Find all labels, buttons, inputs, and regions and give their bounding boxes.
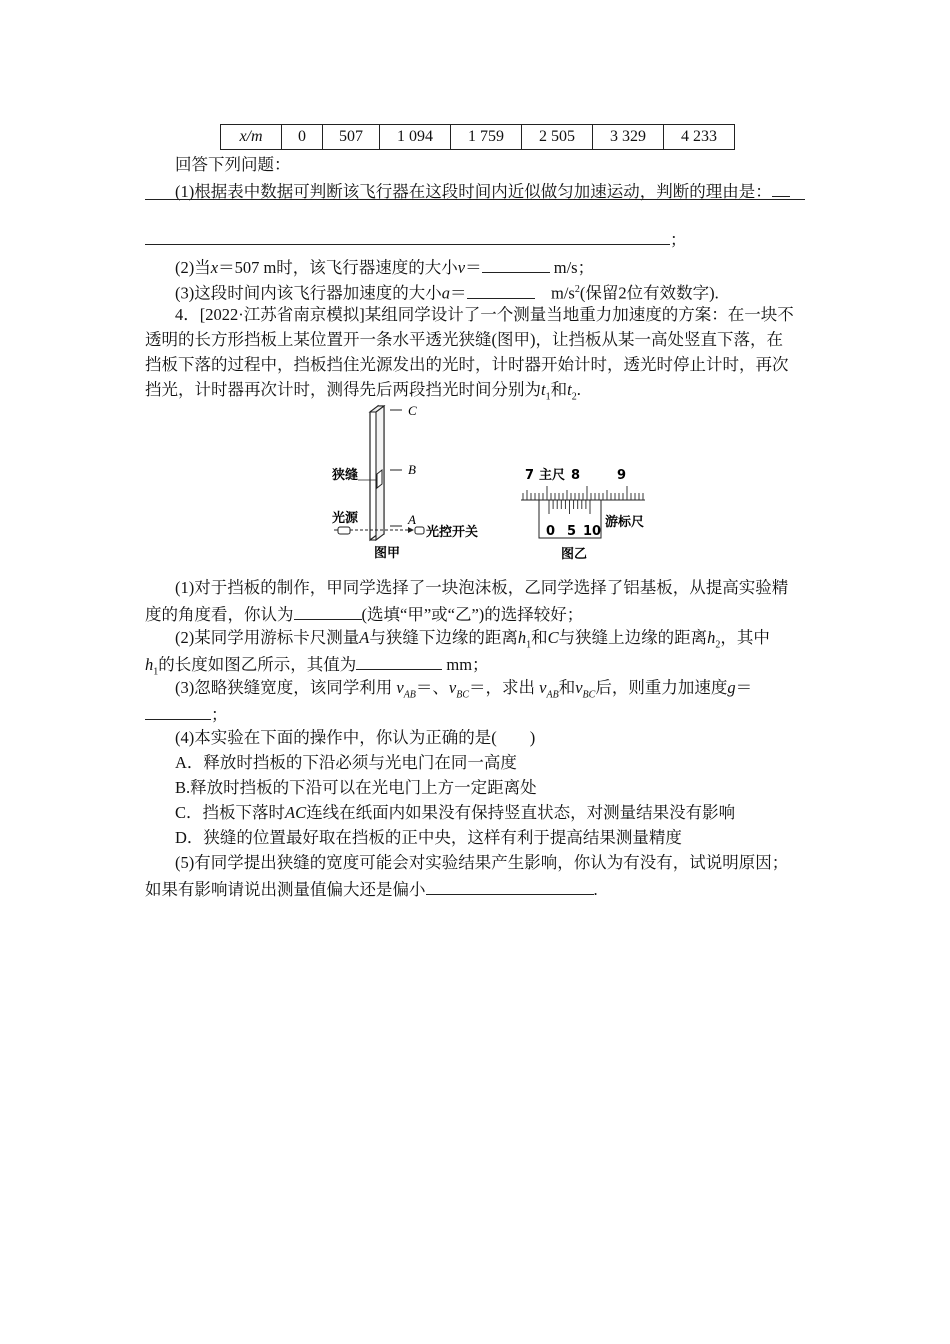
text: C．挡板下落时 [175,803,286,822]
q3-part1-text: (1)根据表中数据可判断该飞行器在这段时间内近似做匀加速运动，判断的理由是： [175,182,772,201]
label-light-source: 光源 [332,511,359,526]
var-h: h [145,655,154,674]
table-header-text: x/m [239,128,263,145]
label-c: C [408,403,417,418]
label-a: A [408,512,416,527]
text: ； [211,705,228,724]
label-8: 8 [571,468,581,483]
arrow-icon [408,527,414,533]
label-b: B [408,462,416,477]
text: 连线在纸面内如果没有保持竖直状态，对测量结果没有影响 [306,803,736,822]
caption-jia: 图甲 [374,546,401,561]
table-cell: 1 094 [380,125,451,150]
table-row [221,125,735,150]
answer-blank [772,180,790,197]
label-photo-switch: 光控开关 [426,525,479,540]
answer-blank [294,603,362,620]
superscript: 2 [574,284,580,295]
main-scale-ticks [523,486,643,500]
text: 与狭缝上边缘的距离 [558,628,708,647]
q3-part2 [175,256,594,278]
var-h: h [707,628,716,647]
subscript: 2 [571,391,577,403]
text: ＝ [735,678,753,697]
table-cell: 1 759 [451,125,522,150]
var-g: g [727,678,736,697]
table-cell: 3 329 [593,125,664,150]
s4-option-d: D．狭缝的位置最好取在挡板的正中央，这样有利于提高结果测量精度 [175,828,682,847]
text: ＝ [465,258,482,277]
subscript: 1 [545,391,551,403]
answer-blank [145,703,211,720]
q4-line1: 4．[2022·江苏省南京模拟]某组同学设计了一个测量当地重力加速度的方案：在一块不 [175,305,794,324]
var-t: t [567,380,572,399]
text: 和 [558,678,576,697]
s3-line1 [175,678,752,705]
table-cell: 0 [282,125,323,150]
q3-part1-end: ； [670,230,687,249]
text: ＝、 [415,678,449,697]
label-main-scale: 主尺 [539,468,566,483]
subscript: 1 [526,639,532,651]
caption-yi: 图乙 [561,547,588,562]
answer-blank [482,256,550,273]
table-header-cell [221,125,282,150]
var-c: C [547,628,559,647]
text: 和 [550,380,568,399]
text: mm； [442,655,489,674]
text: ，其中 [720,628,770,647]
label-v10: 10 [583,524,602,539]
answer-blank [145,228,670,245]
answer-line [145,199,805,200]
label-7: 7 [525,468,535,483]
s1-line2 [145,603,583,625]
s4-option-b: B.释放时挡板的下沿可以在光电门上方一定距离处 [175,778,537,797]
answer-blank [356,653,442,670]
text: 度的角度看，你认为 [145,605,294,624]
s4-option-a: A．释放时挡板的下沿必须与光电门在同一高度 [175,753,517,772]
s5-line1: (5)有同学提出狭缝的宽度可能会对实验结果产生影响，你认为有没有，试说明原因； [175,853,789,872]
var-h: h [517,628,527,647]
text: ＝，求出 [469,678,536,697]
s1-line1: (1)对于挡板的制作，甲同学选择了一块泡沫板，乙同学选择了铝基板，从提高实验精 [175,578,789,597]
s4-option-c [175,803,735,823]
label-vernier: 游标尺 [605,515,645,530]
var-v: v [457,258,466,277]
text: 如果有影响请说出测量值偏大还是偏小 [145,880,426,899]
s2-line1 [175,628,770,655]
label-v0: 0 [546,524,556,539]
text: 的长度如图乙所示，其值为 [158,655,357,674]
subscript-ab: AB [403,689,416,701]
text: . [576,380,581,399]
subscript-bc: BC [456,689,470,701]
text: 与狭缝下边缘的距离 [369,628,518,647]
text: ＝ [450,283,467,303]
text: m/s； [549,258,595,277]
s4-question: (4)本实验在下面的操作中，你认为正确的是( ) [175,728,536,747]
text: (3)忽略狭缝宽度，该同学利用 [175,678,393,697]
s5-line2 [145,878,598,900]
text: (保留2位有效数字). [579,283,719,303]
table-cell: 507 [323,125,380,150]
photo-switch-icon [415,527,424,534]
table-cell: 2 505 [522,125,593,150]
text: m/s [551,283,575,303]
text: 和 [531,628,548,647]
text: (3)这段时间内该飞行器加速度的大小 [175,283,442,303]
var-a: a [441,283,450,303]
markers-icon [390,410,402,526]
q4-line3: 挡板下落的过程中，挡板挡住光源发出的光时，计时器开始计时，透光时停止计时，再次 [145,355,789,374]
text: (2)当 [175,258,211,277]
q4-line2: 透明的长方形挡板上某位置开一条水平透光狭缝(图甲)，让挡板从某一高处竖直下落，在 [145,330,783,349]
var-t: t [541,380,546,399]
var-ac: AC [285,803,307,822]
subscript-bc: BC [582,689,596,701]
q3-part1-cont [145,228,687,250]
light-source-icon [334,527,350,534]
label-9: 9 [617,468,627,483]
subscript-ab: AB [546,689,559,701]
text: ＝507 m时，该飞行器速度的大小 [218,258,458,277]
text: 后，则重力加速度 [595,678,728,697]
label-v5: 5 [567,524,577,539]
intro-text: 回答下列问题： [175,155,291,174]
var-v: v [448,678,457,697]
subscript: 2 [715,639,721,651]
text: (2)某同学用游标卡尺测量 [175,628,360,647]
data-table [220,124,735,150]
label-slit: 狭缝 [332,468,359,483]
table-cell: 4 233 [664,125,735,150]
var-v: v [396,678,404,697]
answer-blank [467,282,535,299]
answer-blank [426,878,594,895]
text: 挡光，计时器再次计时，测得先后两段挡光时间分别为 [145,380,541,399]
var-v: v [575,678,583,697]
var-v: v [539,678,547,697]
subscript: 1 [153,666,159,678]
text: (选填“甲”或“乙”)的选择较好； [361,605,584,624]
s3-line2 [145,703,228,725]
figure-jia [330,400,500,565]
text: . [593,880,598,899]
var-x: x [210,258,219,277]
figure-yi [515,462,655,565]
var-a: A [359,628,370,647]
q3-part3 [175,280,719,304]
